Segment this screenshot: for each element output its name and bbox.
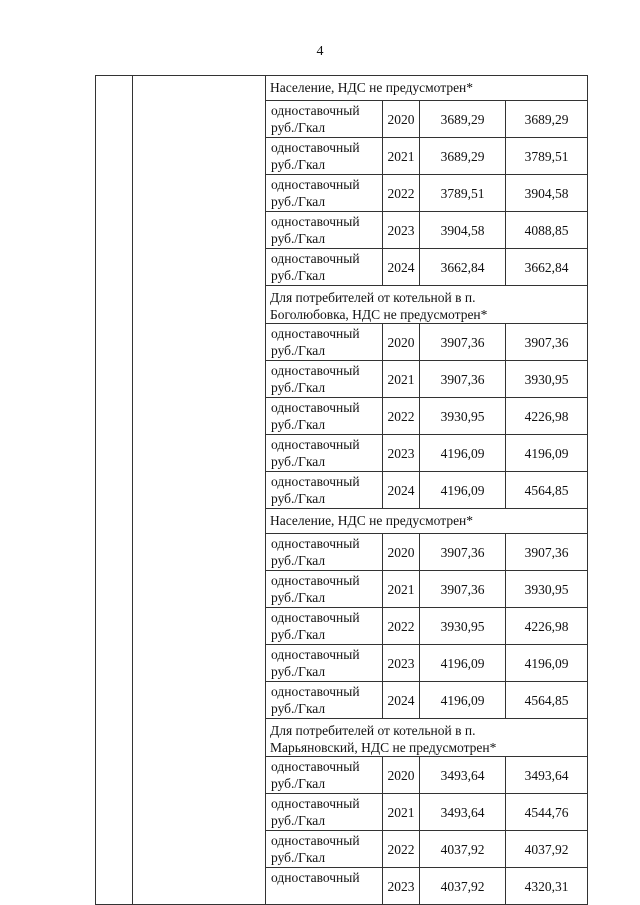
year-cell: 2023 [383, 435, 420, 472]
tariff-unit-text: одноставочный [271, 474, 360, 489]
section-heading [266, 719, 588, 757]
value-second-half-cell: 3689,29 [506, 101, 588, 138]
value-first-half-cell: 3689,29 [420, 101, 506, 138]
tariff-unit-cell [266, 435, 383, 472]
value-second-half-cell: 4320,31 [506, 868, 588, 905]
tariff-unit-text: руб./Гкал [271, 590, 326, 605]
year-cell: 2022 [383, 175, 420, 212]
tariff-unit-cell [266, 645, 383, 682]
year-cell: 2024 [383, 472, 420, 509]
tariff-unit-text: одноставочный [271, 870, 360, 885]
tariff-unit-cell [266, 472, 383, 509]
year-cell: 2023 [383, 212, 420, 249]
tariff-unit-text: руб./Гкал [271, 343, 326, 358]
section-heading-line: Для потребителей от котельной в п. [270, 723, 476, 738]
tariff-unit-text: руб./Гкал [271, 627, 326, 642]
year-cell: 2023 [383, 645, 420, 682]
value-second-half-cell: 4196,09 [506, 435, 588, 472]
year-cell: 2022 [383, 398, 420, 435]
tariff-unit-text: одноставочный [271, 103, 360, 118]
value-first-half-cell: 3930,95 [420, 398, 506, 435]
year-cell: 2021 [383, 361, 420, 398]
tariff-unit-cell [266, 398, 383, 435]
value-first-half-cell: 3930,95 [420, 608, 506, 645]
tariff-unit-cell [266, 212, 383, 249]
tariff-unit-text: руб./Гкал [271, 664, 326, 679]
tariff-unit-text: руб./Гкал [271, 268, 326, 283]
tariff-unit-text: руб./Гкал [271, 850, 326, 865]
tariff-unit-text: одноставочный [271, 573, 360, 588]
tariff-unit-text: одноставочный [271, 363, 360, 378]
section-heading [266, 286, 588, 324]
year-cell: 2020 [383, 101, 420, 138]
value-first-half-cell: 3907,36 [420, 361, 506, 398]
tariff-unit-text: руб./Гкал [271, 120, 326, 135]
value-first-half-cell: 4196,09 [420, 472, 506, 509]
value-second-half-cell: 4226,98 [506, 398, 588, 435]
tariff-unit-cell [266, 831, 383, 868]
value-second-half-cell: 3907,36 [506, 534, 588, 571]
tariff-unit-text: руб./Гкал [271, 417, 326, 432]
tariff-unit-text: одноставочный [271, 140, 360, 155]
year-cell: 2022 [383, 831, 420, 868]
tariff-unit-text: руб./Гкал [271, 454, 326, 469]
tariff-unit-cell [266, 101, 383, 138]
value-first-half-cell: 3662,84 [420, 249, 506, 286]
value-second-half-cell: 4226,98 [506, 608, 588, 645]
section-heading-line: Марьяновский, НДС не предусмотрен* [270, 740, 497, 755]
section-heading-line: Население, НДС не предусмотрен* [270, 80, 474, 95]
tariff-unit-text: руб./Гкал [271, 231, 326, 246]
tariff-unit-text: одноставочный [271, 610, 360, 625]
value-second-half-cell: 4037,92 [506, 831, 588, 868]
value-first-half-cell: 4037,92 [420, 831, 506, 868]
value-second-half-cell: 4196,09 [506, 645, 588, 682]
value-second-half-cell: 3493,64 [506, 757, 588, 794]
section-heading [266, 509, 588, 534]
tariff-unit-cell [266, 138, 383, 175]
tariff-unit-cell [266, 794, 383, 831]
value-second-half-cell: 4564,85 [506, 682, 588, 719]
year-cell: 2020 [383, 534, 420, 571]
value-first-half-cell: 3907,36 [420, 324, 506, 361]
year-cell: 2020 [383, 757, 420, 794]
value-first-half-cell: 3493,64 [420, 794, 506, 831]
tariff-unit-cell [266, 757, 383, 794]
value-second-half-cell: 3930,95 [506, 361, 588, 398]
tariff-unit-text: одноставочный [271, 177, 360, 192]
tariff-unit-text: одноставочный [271, 759, 360, 774]
value-first-half-cell: 3907,36 [420, 571, 506, 608]
tariff-unit-text: одноставочный [271, 400, 360, 415]
year-cell: 2023 [383, 868, 420, 905]
tariff-unit-cell [266, 571, 383, 608]
tariff-unit-text: руб./Гкал [271, 157, 326, 172]
tariff-unit-text: руб./Гкал [271, 380, 326, 395]
year-cell: 2020 [383, 324, 420, 361]
blank-column-1 [96, 76, 133, 905]
tariff-unit-cell [266, 249, 383, 286]
value-first-half-cell: 4196,09 [420, 435, 506, 472]
value-first-half-cell: 4196,09 [420, 682, 506, 719]
value-first-half-cell: 3689,29 [420, 138, 506, 175]
value-first-half-cell: 3904,58 [420, 212, 506, 249]
value-second-half-cell: 3789,51 [506, 138, 588, 175]
year-cell: 2024 [383, 249, 420, 286]
value-second-half-cell: 3930,95 [506, 571, 588, 608]
tariff-unit-cell [266, 682, 383, 719]
value-first-half-cell: 3789,51 [420, 175, 506, 212]
year-cell: 2021 [383, 138, 420, 175]
tariff-unit-text: руб./Гкал [271, 553, 326, 568]
tariff-unit-text: одноставочный [271, 684, 360, 699]
tariff-unit-cell [266, 361, 383, 398]
section-heading-line: Население, НДС не предусмотрен* [270, 513, 474, 528]
value-first-half-cell: 4037,92 [420, 868, 506, 905]
tariff-unit-cell [266, 324, 383, 361]
tariff-unit-cell [266, 534, 383, 571]
tariff-table [95, 75, 588, 905]
value-second-half-cell: 3662,84 [506, 249, 588, 286]
tariff-unit-text: одноставочный [271, 326, 360, 341]
blank-column-2 [133, 76, 266, 905]
tariff-unit-text: руб./Гкал [271, 491, 326, 506]
tariff-unit-text: одноставочный [271, 251, 360, 266]
value-second-half-cell: 3904,58 [506, 175, 588, 212]
value-first-half-cell: 3493,64 [420, 757, 506, 794]
tariff-unit-text: одноставочный [271, 833, 360, 848]
tariff-unit-text: одноставочный [271, 647, 360, 662]
tariff-unit-text: руб./Гкал [271, 776, 326, 791]
tariff-unit-text: руб./Гкал [271, 701, 326, 716]
value-second-half-cell: 4544,76 [506, 794, 588, 831]
tariff-unit-text: одноставочный [271, 214, 360, 229]
tariff-unit-text: руб./Гкал [271, 813, 326, 828]
page-number: 4 [316, 44, 324, 59]
tariff-unit-cell [266, 175, 383, 212]
section-heading-line: Для потребителей от котельной в п. [270, 290, 476, 305]
tariff-unit-text: руб./Гкал [271, 194, 326, 209]
value-first-half-cell: 3907,36 [420, 534, 506, 571]
value-second-half-cell: 3907,36 [506, 324, 588, 361]
section-heading-line: Боголюбовка, НДС не предусмотрен* [270, 307, 488, 322]
value-second-half-cell: 4564,85 [506, 472, 588, 509]
section-heading [266, 76, 588, 101]
table-heading-row [96, 76, 588, 101]
tariff-unit-cell [266, 868, 383, 905]
value-first-half-cell: 4196,09 [420, 645, 506, 682]
year-cell: 2021 [383, 571, 420, 608]
year-cell: 2021 [383, 794, 420, 831]
year-cell: 2022 [383, 608, 420, 645]
year-cell: 2024 [383, 682, 420, 719]
tariff-unit-text: одноставочный [271, 536, 360, 551]
value-second-half-cell: 4088,85 [506, 212, 588, 249]
tariff-unit-cell [266, 608, 383, 645]
tariff-unit-text: одноставочный [271, 796, 360, 811]
tariff-unit-text: одноставочный [271, 437, 360, 452]
